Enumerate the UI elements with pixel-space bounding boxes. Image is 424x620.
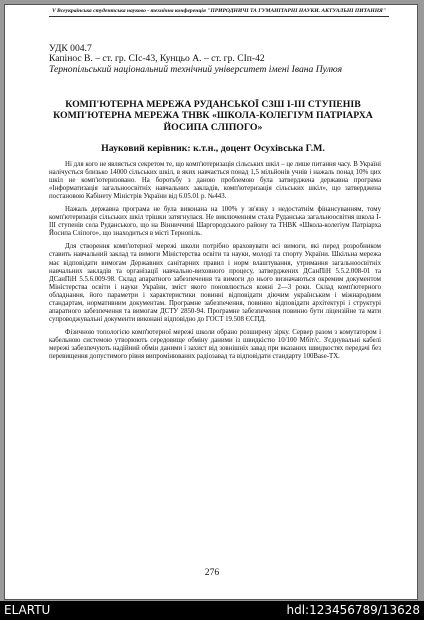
supervisor: Науковий керівник: к.т.н., доцент Осухівська Г.М.: [101, 143, 325, 154]
paper-title: КОМП'ЮТЕРНА МЕРЕЖА РУДАНСЬКОЇ СЗШ І-ІІІ СТУПЕНІВ КОМП'ЮТЕРНА МЕРЕЖА ТНВК «ШКОЛА-КОЛЕГІУМ ПАТРІАРХА ЙОСИПА СЛІПОГО»: [53, 99, 373, 133]
authors: Капінос В. – ст. гр. СІс-43, Кунцьо А. – ст. гр. СІп-42: [49, 53, 265, 64]
status-bar: [0, 601, 424, 620]
document-page: [4, 4, 418, 600]
page-number: 276: [204, 567, 220, 578]
paragraph: Фізичною топологією комп'ютерної мережі школи обрано розширену зірку. Сервер разом з комутатором і кабельною системою утворюють середовище обміну даними із швидкістю 10/100 Мбіт/с. З'єднувальні кабелі мережі забезпечують надійний обмін даними і захист від зовнішніх завад при вказаних швидкостях передачі без перевищення допустимого рівня випромінюваних радіозавад та відповідати стандарту 100Base-TX.: [49, 328, 381, 361]
paragraph: Нажаль державна програма не була виконана на 100% у зв'язку з недостатнім фінансуванням, тому комп'ютеризація сільських шкіл трішки затягнулася. Не виключенням стала Руданська загальноосвітня школа І-ІІІ ступенів села Руданського, що на Вінниччині Шаргородського району та ТНВК «Школа-колегіум Патріарха Йосипа Сліпого», що знаходиться в місті Тернопіль.: [49, 206, 381, 238]
repository-name: ELARTU: [4, 603, 51, 617]
running-head: V Всеукраїнська студентська науково - технічна конференція "ПРИРОДНИЧІ ТА ГУМАНІТАРНІ НАУКИ. АКТУАЛЬНІ ПИТАННЯ": [49, 8, 389, 17]
body-text: [49, 161, 381, 366]
affiliation: Тернопільський національний технічний університет імені Івана Пулюя: [49, 64, 343, 75]
paragraph: Ні для кого не являється секретом те, що комп'ютеризація сільських шкіл – це лише питання часу. В Україні налічується близько 14000 сільських шкіл, в яких навчається понад 1,5 мільйонів учнів і нажаль понад 10% цих шкіл не комп'ютеризовано. На боротьбу з даною проблемою була затверджена державна програма «Інформатизація загальноосвітніх навчальних закладів, комп'ютеризація сільських шкіл», що затверджена постановою Кабінету Міністрів України від 6.05.01 р. №443.: [49, 161, 381, 201]
paragraph: Для створення комп'ютерної мережі школи потрібно враховувати всі вимоги, які перед розробником ставить навчальний заклад та вимоги Міністерства освіти та науки, молоді та спорту України. Шкільна мережа має відповідати вимогам Державних санітарних правил і норм влаштування, утримання загальноосвітніх навчальних закладів та організації навчально-виховного процесу, затверджених ДСанПіН 5.5.2.008-01 та ДСанПіН 5.5.6.009-98. Склад апаратного забезпечення та вимоги до нього визначаються окремим документом Міністерства освіти і науки України, зміст якого поновлюється кожні 2—3 роки. Склад комп'ютерного обладнання, його параметри і характеристики повинні відповідати діючим українським і міжнародним стандартам, нормативним документам. Програмне забезпечення, повинно відповідати архітектурі і структурі апаратного забезпечення та вимогам ДСТУ 2850-94. Програмне забезпечення повинно бути ліцензійне та мати супроводжувальні документи виконані відповідно до ГОСТ 19.508 ЄСПД.: [49, 243, 381, 323]
udk-code: УДК 004.7: [49, 43, 92, 54]
handle-link[interactable]: hdl:123456789/13628: [286, 603, 420, 617]
